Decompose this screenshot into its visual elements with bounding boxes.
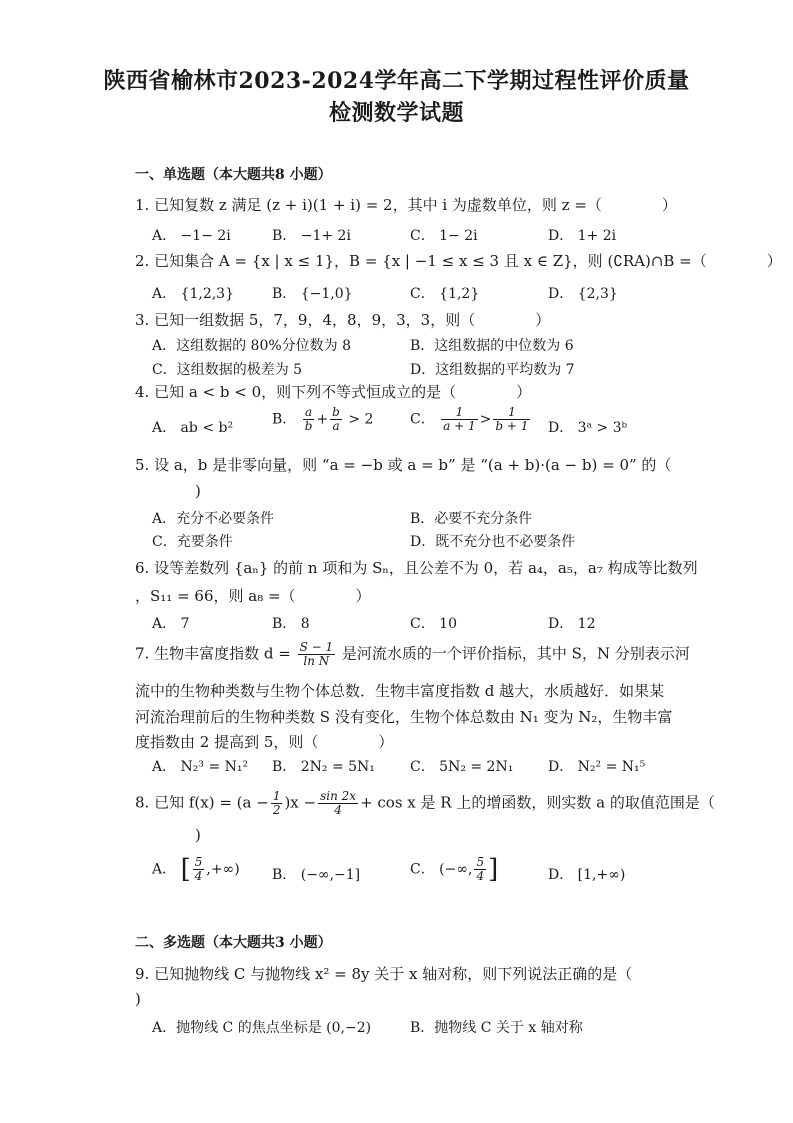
question-6-line1: 6. 设等差数列 {aₙ} 的前 n 项和为 Sₙ，且公差不为 0，若 a₄，a₅，a₇ 构成等比数列	[135, 559, 698, 577]
q3-option-b: B．这组数据的中位数为 6	[410, 338, 574, 354]
q7-option-b: B． 2N₂ = 5N₁	[272, 759, 375, 775]
q5-option-c: C．充要条件	[152, 534, 233, 550]
q8-fraction-2: $\frac{\sin 2x}{4}$	[320, 789, 357, 817]
q5-option-d: D．既不充分也不必要条件	[410, 534, 576, 550]
section-single-choice: 一、单选题（本大题共8 小题）	[135, 167, 332, 183]
q4-c-fraction-2: $\frac{1}{b + 1}$	[495, 405, 529, 433]
q9-option-b: B．抛物线 C 关于 x 轴对称	[410, 1020, 583, 1036]
q3-option-d: D．这组数据的平均数为 7	[410, 362, 575, 378]
q2-option-a: A． {1,2,3}	[152, 286, 234, 302]
q8-option-b: B． (−∞,−1]	[272, 867, 361, 883]
q5-option-a: A．充分不必要条件	[152, 511, 275, 527]
exam-title-line2: 检测数学试题	[328, 100, 464, 126]
q6-option-c: C． 10	[410, 616, 457, 632]
q4-option-c: C． $\frac{1}{a + 1}$ > $\frac{1}{b + 1}$	[410, 405, 529, 433]
q8-c-label: C．	[410, 861, 435, 878]
q4-b-label: B．	[272, 411, 297, 428]
q4-option-d: D． 3ᵃ > 3ᵇ	[548, 420, 628, 436]
question-6-line2: ，S₁₁ = 66，则 a₈ =（ ）	[135, 587, 371, 605]
q7-option-a: A． N₂³ = N₁²	[152, 759, 249, 775]
q4-option-a: A． ab < b²	[152, 420, 234, 436]
q7-option-d: D． N₂² = N₁⁵	[548, 759, 646, 775]
q8-pre: 8. 已知 f(x) =	[135, 793, 237, 812]
q1-option-d: D． 1+ 2i	[548, 228, 617, 244]
q7-post: 是河流水质的一个评价指标，其中 S，N 分别表示河	[341, 644, 690, 663]
question-5-line1: 5. 设 a，b 是非零向量，则 “a = −b 或 a = b” 是 “(a + b)·(a − b) = 0” 的（	[135, 456, 672, 474]
q8-a-label: A．	[152, 861, 177, 878]
q8-mid1: (a −	[236, 793, 269, 812]
section-multi-choice: 二、多选题（本大题共3 小题）	[135, 935, 332, 951]
question-9-line1: 9. 已知抛物线 C 与抛物线 x² = 8y 关于 x 轴对称，则下列说法正确的是（	[135, 965, 633, 983]
exam-title-line1: 陕西省榆林市2023-2024学年高二下学期过程性评价质量	[103, 68, 690, 94]
q1-option-c: C． 1− 2i	[410, 228, 478, 244]
q8-c-fraction: $\frac{5}{4}$	[476, 855, 485, 883]
question-7-line2: 流中的生物种类数与生物个体总数．生物丰富度指数 d 越大，水质越好．如果某	[135, 682, 665, 700]
q2-option-d: D． {2,3}	[548, 286, 618, 302]
q6-option-b: B． 8	[272, 616, 310, 632]
q8-option-a: A． [ $\frac{5}{4}$ ,+∞)	[152, 854, 240, 885]
q4-b-tail: > 2	[348, 411, 374, 428]
question-2: 2. 已知集合 A = {x | x ≤ 1}，B = {x | −1 ≤ x ≤ 3 且 x ∈ Z}，则 (∁RA)∩B =（ ）	[135, 252, 782, 270]
q2-option-b: B． {−1,0}	[272, 286, 353, 302]
question-8-line2: )	[195, 826, 201, 844]
q4-b-fraction-1: $\frac{a}{b}$	[304, 405, 313, 433]
q3-option-c: C．这组数据的极差为 5	[152, 362, 303, 378]
q1-option-b: B． −1+ 2i	[272, 228, 351, 244]
question-1: 1. 已知复数 z 满足 (z + i)(1 + i) = 2，其中 i 为虚数单位，则 z =（ ）	[135, 196, 677, 214]
question-5-line2: )	[195, 482, 201, 500]
question-8-line1	[135, 790, 715, 817]
question-3: 3. 已知一组数据 5，7，9，4，8，9，3，3，则（ ）	[135, 311, 551, 329]
q8-c-mid: (−∞,	[439, 861, 473, 878]
q4-option-b: B． $\frac{a}{b}$ + $\frac{b}{a}$ > 2	[272, 405, 374, 433]
question-7-line1	[135, 641, 690, 668]
q6-option-d: D． 12	[548, 616, 596, 632]
q7-fraction: $\frac{S - 1}{\text{ln N}}$	[299, 640, 334, 668]
q4-c-fraction-1: $\frac{1}{a + 1}$	[443, 405, 476, 433]
q7-pre: 7. 生物丰富度指数 d =	[135, 644, 291, 663]
q9-option-a: A．抛物线 C 的焦点坐标是 (0,−2)	[152, 1020, 372, 1036]
question-7-line4: 度指数由 2 提高到 5，则（ ）	[135, 733, 394, 751]
q3-option-a: A．这组数据的 80%分位数为 8	[152, 338, 352, 354]
q8-mid2: )x −	[284, 793, 317, 812]
q1-option-a: A． −1− 2i	[152, 228, 231, 244]
q8-a-fraction: $\frac{5}{4}$	[194, 855, 203, 883]
q8-option-c: C． (−∞, $\frac{5}{4}$ ]	[410, 854, 499, 885]
q4-b-fraction-2: $\frac{b}{a}$	[332, 405, 340, 433]
question-9-line2: )	[135, 990, 141, 1008]
q8-post: + cos x 是 R 上的增函数，则实数 a 的取值范围是（	[360, 793, 715, 812]
question-4: 4. 已知 a < b < 0，则下列不等式恒成立的是（ ）	[135, 383, 532, 401]
q7-option-c: C． 5N₂ = 2N₁	[410, 759, 514, 775]
q4-c-label: C．	[410, 411, 435, 428]
q5-option-b: B．必要不充分条件	[410, 511, 533, 527]
q8-a-tail: ,+∞)	[206, 861, 240, 878]
q8-option-d: D． [1,+∞)	[548, 867, 626, 883]
q8-fraction-1: $\frac{1}{2}$	[272, 789, 281, 817]
q2-option-c: C． {1,2}	[410, 286, 480, 302]
q6-option-a: A． 7	[152, 616, 190, 632]
question-7-line3: 河流治理前后的生物种类数 S 没有变化，生物个体总数由 N₁ 变为 N₂，生物丰富	[135, 708, 673, 726]
